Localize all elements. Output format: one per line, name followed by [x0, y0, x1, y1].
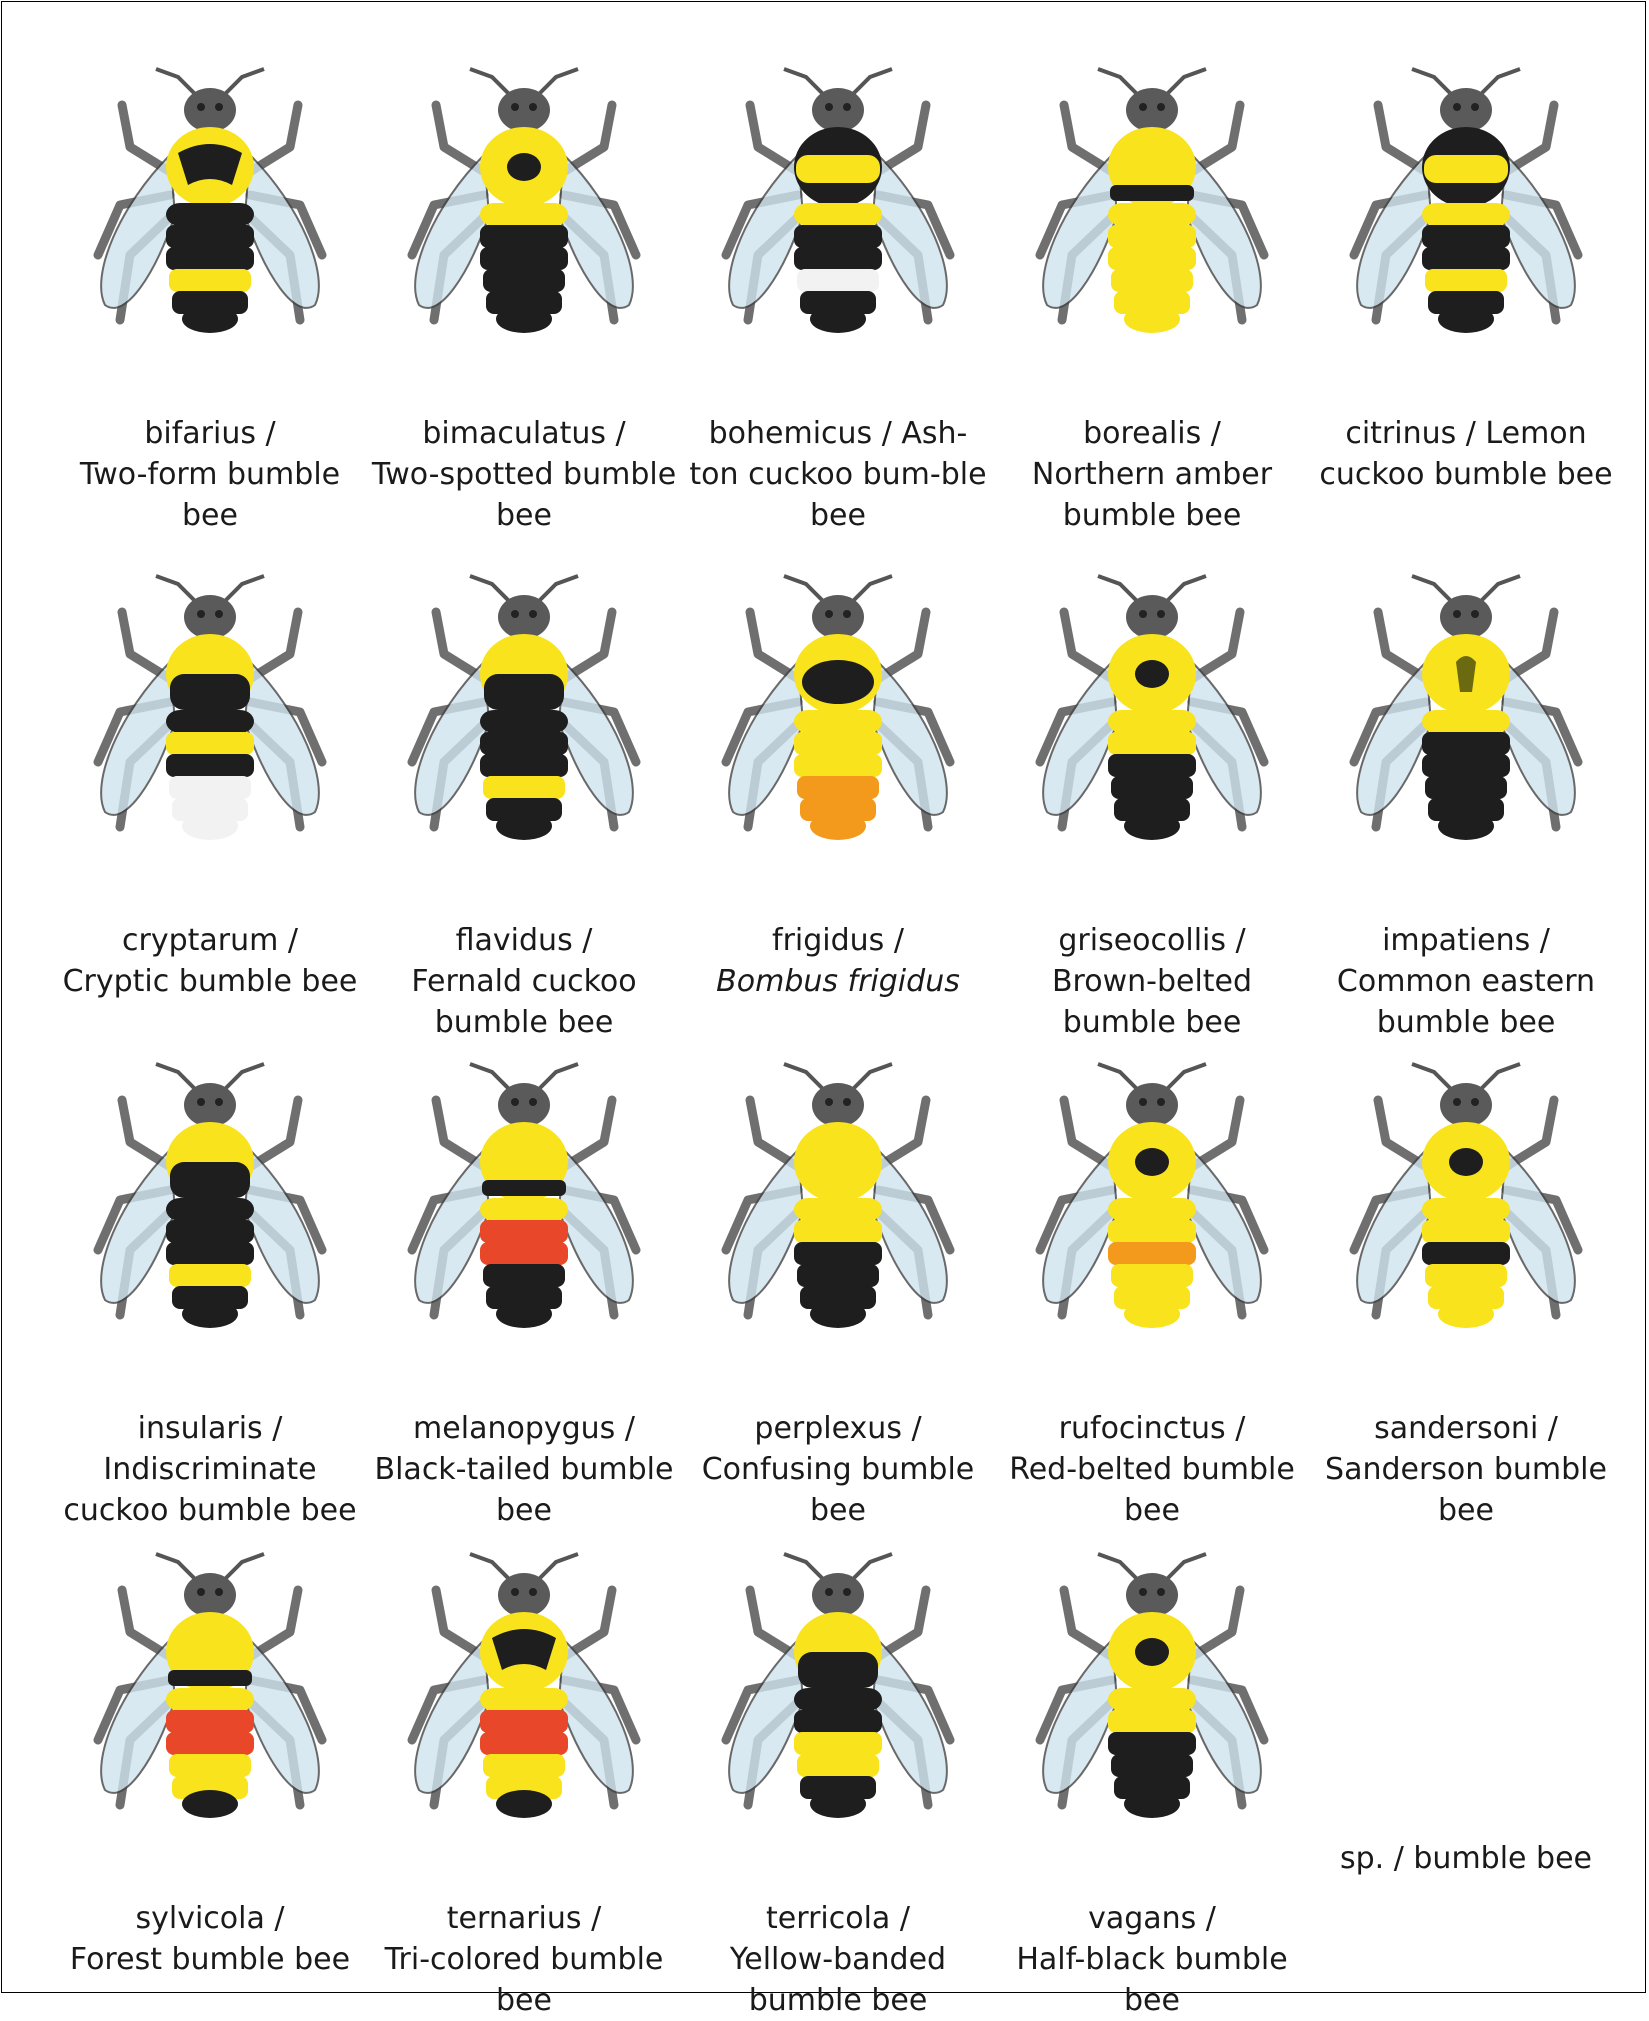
- species-label: [50, 920, 370, 1002]
- scientific-name: sylvicola /: [135, 1901, 285, 1936]
- scientific-name: melanopygus /: [413, 1411, 635, 1446]
- bee-card: [364, 1540, 684, 2018]
- bee-card: [1306, 1050, 1626, 1528]
- species-label: [364, 920, 684, 1043]
- species-label: [678, 413, 998, 536]
- scientific-name: ternarius /: [446, 1901, 602, 1936]
- bee-card: [1306, 562, 1626, 1040]
- bee-card: [50, 1050, 370, 1528]
- bee-card: [992, 55, 1312, 533]
- bee-card: [1306, 1540, 1626, 2010]
- scientific-name: terricola /: [766, 1901, 910, 1936]
- species-label: [678, 1898, 998, 2021]
- bee-card: [50, 562, 370, 1032]
- species-label: [1306, 1838, 1626, 1879]
- species-label: [678, 1408, 998, 1531]
- common-name: Brown-belted bumble bee: [1051, 964, 1253, 1040]
- common-name: Black-tailed bumble bee: [374, 1452, 674, 1528]
- bee-card: [364, 55, 684, 533]
- bee-card: [678, 55, 998, 533]
- bee-card: [364, 562, 684, 1040]
- scientific-name: griseocollis /: [1058, 923, 1246, 958]
- species-label: [364, 1898, 684, 2021]
- scientific-name: impatiens /: [1382, 923, 1550, 958]
- common-name: Northern amber bumble bee: [1031, 457, 1273, 533]
- bee-card: [678, 1050, 998, 1528]
- bee-card: [678, 1540, 998, 2018]
- bee-card: [50, 55, 370, 533]
- bee-card: [1306, 55, 1626, 525]
- common-name: Half-black bumble bee: [1016, 1942, 1288, 2018]
- scientific-name: insularis /: [137, 1411, 283, 1446]
- species-label: [50, 1408, 370, 1531]
- bee-card: [364, 1050, 684, 1528]
- bee-card: [992, 1540, 1312, 2018]
- scientific-name: flavidus /: [455, 923, 593, 958]
- common-name: Indiscriminate cuckoo bumble bee: [63, 1452, 357, 1528]
- scientific-name: borealis /: [1083, 416, 1221, 451]
- common-name: Red-belted bumble bee: [1009, 1452, 1295, 1528]
- scientific-name: perplexus /: [754, 1411, 922, 1446]
- common-name: Confusing bumble bee: [701, 1452, 975, 1528]
- scientific-name: rufocinctus /: [1058, 1411, 1246, 1446]
- bee-card: [678, 562, 998, 1032]
- scientific-name: frigidus /: [772, 923, 904, 958]
- species-label: [1306, 413, 1626, 495]
- common-name: cuckoo bumble bee: [1319, 457, 1613, 492]
- scientific-name: sandersoni /: [1374, 1411, 1558, 1446]
- species-label: [992, 920, 1312, 1043]
- species-label: [1306, 920, 1626, 1043]
- common-name: Fernald cuckoo bumble bee: [411, 964, 637, 1040]
- common-name: Cryptic bumble bee: [62, 964, 358, 999]
- species-label: [50, 413, 370, 536]
- scientific-name: cryptarum /: [122, 923, 298, 958]
- species-label: [50, 1898, 370, 1980]
- scientific-name: bohemicus / Ash-: [708, 416, 968, 451]
- scientific-name: vagans /: [1088, 1901, 1216, 1936]
- bee-card: [50, 1540, 370, 2010]
- bee-card: [992, 1050, 1312, 1528]
- species-label: [1306, 1408, 1626, 1531]
- species-label: [678, 920, 998, 1002]
- species-label: [364, 1408, 684, 1531]
- species-label: [364, 413, 684, 536]
- species-label: [992, 1408, 1312, 1531]
- common-name: Forest bumble bee: [69, 1942, 351, 1977]
- common-name: Two-form bumble bee: [79, 457, 341, 533]
- species-label: [992, 1898, 1312, 2021]
- common-name: Two-spotted bumble bee: [371, 457, 677, 533]
- common-name: Common eastern bumble bee: [1336, 964, 1596, 1040]
- common-name: ton cuckoo bum-ble bee: [689, 457, 987, 533]
- common-name: Bombus frigidus: [716, 964, 960, 999]
- species-label: [992, 413, 1312, 536]
- common-name: Yellow-banded bumble bee: [729, 1942, 947, 2018]
- common-name: Sanderson bumble bee: [1325, 1452, 1607, 1528]
- scientific-name: bimaculatus /: [422, 416, 626, 451]
- scientific-name: sp. / bumble bee: [1340, 1841, 1592, 1876]
- common-name: Tri-colored bumble bee: [384, 1942, 664, 2018]
- bee-card: [992, 562, 1312, 1040]
- scientific-name: citrinus / Lemon: [1345, 416, 1587, 451]
- scientific-name: bifarius /: [144, 416, 276, 451]
